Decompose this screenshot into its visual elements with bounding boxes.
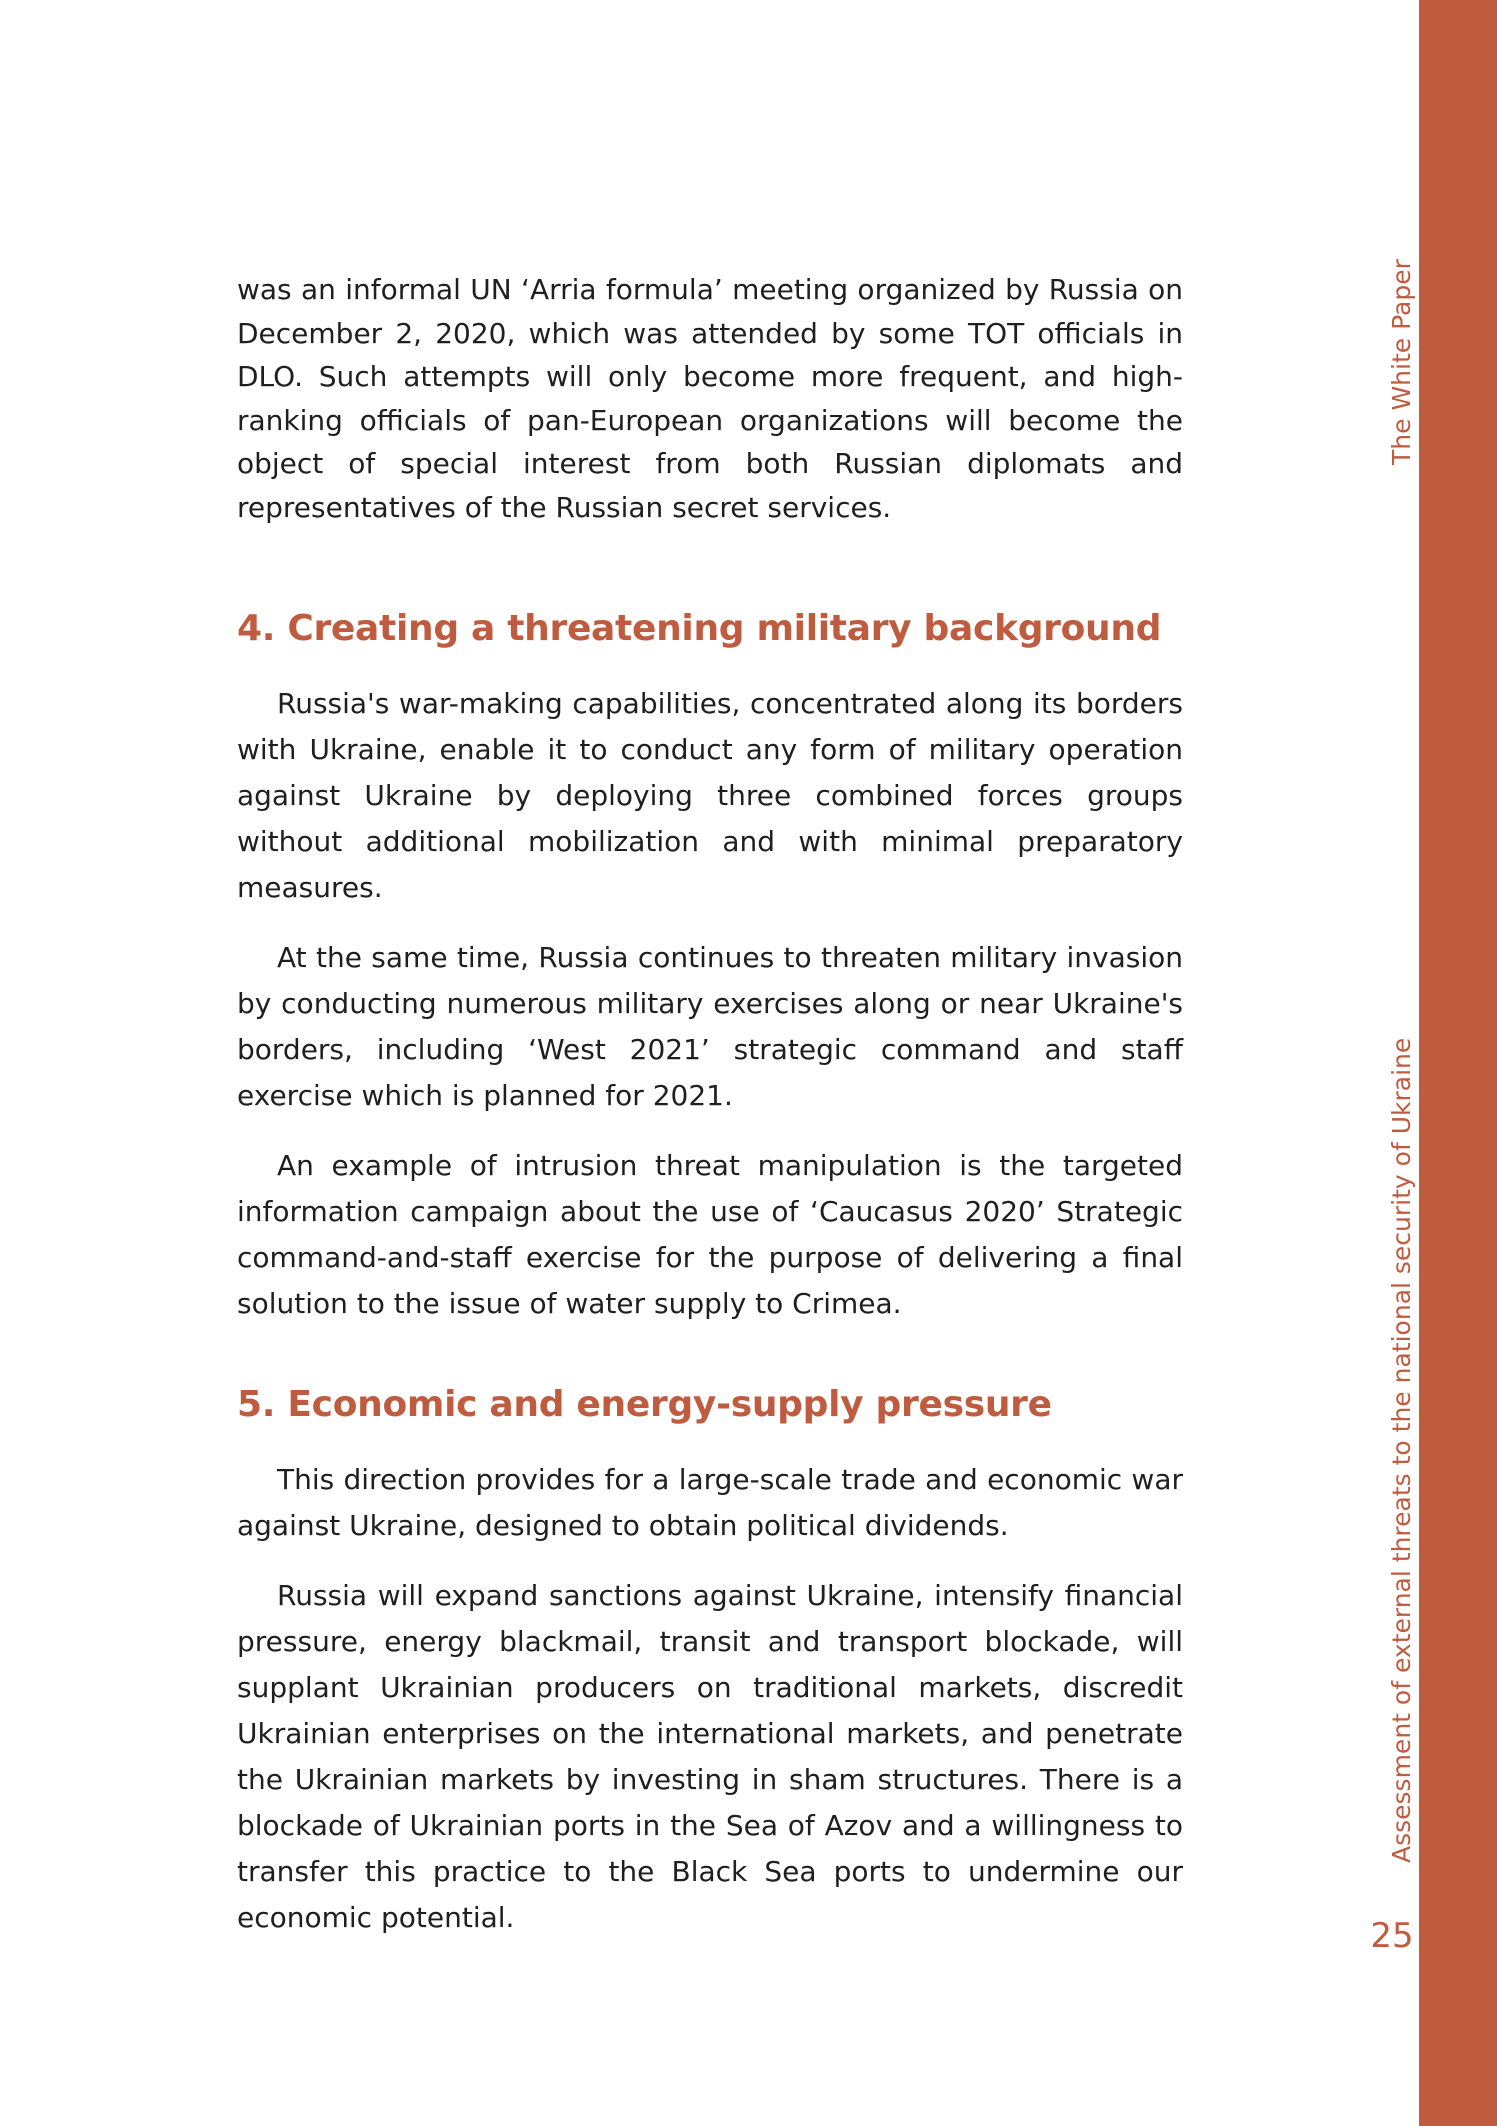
paragraph: Russia's war-making capabilities, concentrated along its borders with Ukraine, enable it to conduct any form of military operation against Ukraine by deploying three combined forces groups without additional mobilization and with minimal preparatory measures. (237, 687, 1183, 904)
paragraph: An example of intrusion threat manipulation is the targeted information campaign about the use of ‘Caucasus 2020’ Strategic command-and-staff exercise for the purpose of delivering a final solution to the issue of water supply to Crimea. (237, 1149, 1183, 1320)
paragraph: This direction provides for a large-scale trade and economic war against Ukraine, designed to obtain political dividends. (237, 1463, 1183, 1542)
running-title: The White Paper (1387, 259, 1416, 465)
page-number: 25 (1370, 1916, 1414, 1956)
intro-paragraph: was an informal UN ‘Arria formula’ meeting organized by Russia on December 2, 2020, which was attended by some TOT officials in DLO. Such attempts will only become more frequent, and high-ranking officials of pan-European organizations will become the object of special interest from both Russian diplomats and representatives of the Russian secret services. (237, 273, 1183, 524)
section-heading-4: 4. Creating a threatening military background (237, 608, 1162, 649)
side-color-band (1419, 0, 1497, 2126)
paragraph: At the same time, Russia continues to threaten military invasion by conducting numerous military exercises along or near Ukraine's borders, including ‘West 2021’ strategic command and staff exercise which is planned for 2021. (237, 941, 1183, 1112)
running-subtitle: Assessment of external threats to the national security of Ukraine (1387, 1037, 1416, 1863)
section-heading-5: 5. Economic and energy-supply pressure (237, 1384, 1052, 1425)
paragraph: Russia will expand sanctions against Ukraine, intensify financial pressure, energy blackmail, transit and transport blockade, will supplant Ukrainian producers on traditional markets, discredit Ukrainian enterprises on the international markets, and penetrate the Ukrainian markets by investing in sham structures. There is a blockade of Ukrainian ports in the Sea of Azov and a willingness to transfer this practice to the Black Sea ports to undermine our economic potential. (237, 1579, 1183, 1934)
page-content (237, 268, 1183, 1965)
